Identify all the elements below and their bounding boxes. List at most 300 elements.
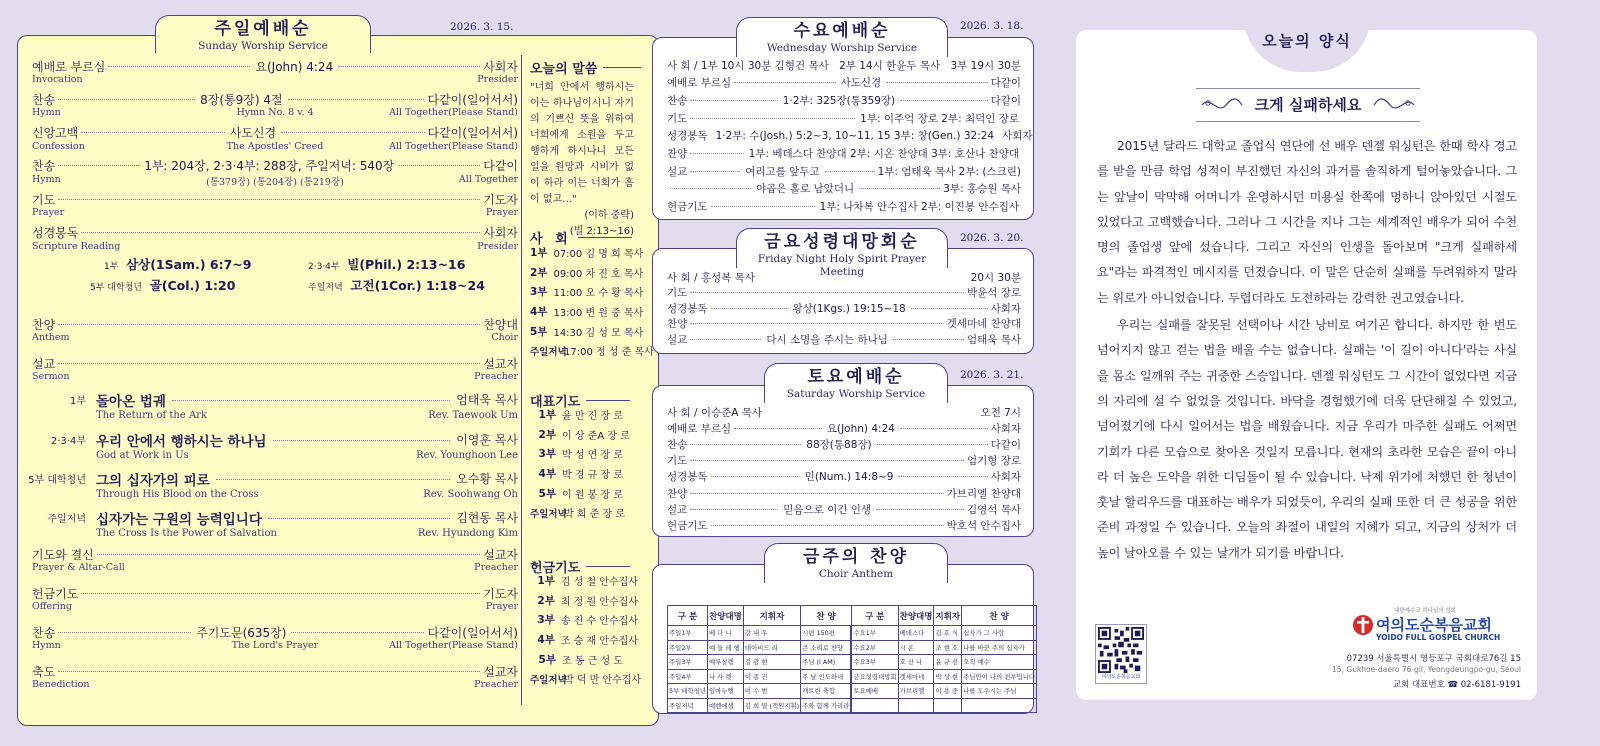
choir-cell: 캐트린 축합 xyxy=(801,684,852,699)
choir-cell: 예루살렘 xyxy=(707,655,743,670)
saturday-panel xyxy=(652,385,1034,537)
row-label: 예배로 부르심 xyxy=(667,422,732,435)
row-label: 기도 xyxy=(32,192,56,207)
row-middle: 요(John) 4:24 xyxy=(826,422,895,435)
list-item-name: 최 정 원 안수집사 xyxy=(560,596,638,608)
church-denomination: 대한예수교 하나님의 성회 xyxy=(1394,608,1456,614)
dotted-leader xyxy=(690,118,855,119)
list-item-service: 1부 xyxy=(530,247,548,260)
row-label: 설교 xyxy=(667,333,688,346)
choir-cell: 이 용 중 xyxy=(934,684,962,699)
row-right: 20시 30분 xyxy=(970,271,1021,284)
sermon-service: 2·3·4부 xyxy=(50,436,86,447)
list-item-service: 2부 xyxy=(537,594,555,607)
schedule-row xyxy=(667,454,1021,468)
row-right: 사회자 xyxy=(990,422,1022,435)
dotted-leader xyxy=(288,99,425,100)
row-label: 찬송 xyxy=(32,159,56,174)
row-label-english: Prayer & Altar-Call xyxy=(32,562,125,573)
list-item-service: 4부 xyxy=(537,634,555,647)
row-label: 찬양 xyxy=(667,487,688,500)
saturday-title-tab xyxy=(764,363,948,403)
choir-header-cell: 구 분 xyxy=(668,606,708,626)
daily-bread-title: 오늘의 양식 xyxy=(1262,32,1352,50)
dotted-leader xyxy=(58,165,139,166)
choir-header-cell: 찬양대명 xyxy=(707,606,743,626)
scripture-line-1: 1부 삼상(1Sam.) 6:7~9 xyxy=(104,257,252,272)
sermon-preacher-english: Rev. Soohwang Oh xyxy=(423,489,518,500)
list-item-name: 윤 만 진 장 로 xyxy=(562,411,624,423)
dotted-leader xyxy=(291,632,424,633)
dotted-leader xyxy=(690,323,943,324)
choir-cell: 김 희 열 (객원지휘) xyxy=(743,698,800,713)
sunday-row xyxy=(32,663,518,679)
list-item-service: 3부 xyxy=(538,448,556,461)
dotted-leader xyxy=(58,99,195,100)
schedule-row xyxy=(667,317,1021,331)
row-right: 박호석 안수집사 xyxy=(946,519,1021,532)
row-label: 헌금기도 xyxy=(667,519,708,532)
schedule-row xyxy=(667,182,1021,196)
prayer-heading: 대표기도 xyxy=(530,391,630,410)
choir-header-cell: 지휘자 xyxy=(934,606,962,626)
sunday-row-english xyxy=(32,74,518,85)
row-middle: 민(Num.) 14:8~9 xyxy=(804,471,894,484)
dotted-leader xyxy=(216,479,450,480)
row-middle: 여리고를 앞두고 xyxy=(745,165,820,178)
row-label: 찬양 xyxy=(667,148,688,160)
dotted-leader xyxy=(911,308,988,309)
row-middle: 주기도문(635장) xyxy=(196,625,287,640)
schedule-row xyxy=(667,286,1021,300)
choir-cell: 나를 바꾼 주의 십자가 xyxy=(962,640,1037,655)
row-right: 다같이 xyxy=(483,159,519,174)
schedule-row xyxy=(667,301,1021,315)
list-item xyxy=(530,282,644,302)
choir-row xyxy=(668,698,1037,713)
choir-table xyxy=(667,605,1037,713)
scripture-line-4: 주일저녁 고전(1Cor.) 1:18~24 xyxy=(308,278,485,293)
list-item-name: 박 덕 만 안수집사 xyxy=(564,675,642,687)
list-item-name: 조 승 재 안수집사 xyxy=(560,636,638,648)
list-item-name: 14:30 김 성 모 목사 xyxy=(553,327,644,339)
row-right: 김영석 목사 xyxy=(966,503,1021,516)
sunday-subtitle: Sunday Worship Service xyxy=(198,40,328,52)
choir-title-tab xyxy=(764,543,948,583)
list-item-service: 5부 xyxy=(530,325,548,338)
row-middle: 사도신경 xyxy=(840,77,882,90)
list-item-service: 3부 xyxy=(537,614,555,627)
list-item-service: 2부 xyxy=(538,428,556,441)
dotted-leader xyxy=(81,593,480,594)
list-item-name: 박 희 준 장 로 xyxy=(564,509,626,521)
choir-header-cell: 찬 양 xyxy=(801,606,852,626)
choir-cell: 주 날 인도하네 xyxy=(801,669,852,684)
row-middle: 1부: 나차복 안수집사 2부: 이진봉 안수집사 xyxy=(819,201,1019,214)
dotted-leader xyxy=(670,188,751,189)
sunday-row xyxy=(32,58,518,74)
row-label-english: Hymn xyxy=(32,640,61,651)
row-right-english: Prayer xyxy=(485,207,518,219)
row-label: 예배로 부르심 xyxy=(667,77,732,90)
list-item xyxy=(530,591,638,611)
dotted-leader xyxy=(97,554,480,555)
wednesday-date: 2026. 3. 18. xyxy=(960,20,1024,32)
row-right-english: Presider xyxy=(477,240,518,252)
choir-cell: 주일저녁 xyxy=(668,698,708,713)
row-label: 성경봉독 xyxy=(667,302,708,315)
choir-cell: 수요1부 xyxy=(851,626,898,641)
dotted-leader xyxy=(281,132,424,133)
row-label: 찬송 xyxy=(667,94,688,107)
sermon-service: 주일저녁 xyxy=(47,514,86,525)
row-label-english: Anthem xyxy=(32,332,70,343)
sermon-service: 5부 대학청년 xyxy=(28,475,86,486)
list-item-name: 조 동 근 성 도 xyxy=(562,655,624,667)
dotted-leader xyxy=(734,428,822,429)
dotted-leader xyxy=(690,493,943,494)
list-item xyxy=(530,302,644,322)
dotted-leader xyxy=(859,188,940,189)
choir-cell xyxy=(934,698,962,713)
dotted-leader xyxy=(893,339,964,340)
schedule-row xyxy=(667,164,1021,178)
saturday-subtitle: Saturday Worship Service xyxy=(786,388,926,400)
row-label: 찬양 xyxy=(32,317,56,332)
sermon-title-english: God at Work in Us xyxy=(96,450,189,461)
sunday-row xyxy=(32,624,518,640)
sunday-row-english xyxy=(32,679,518,690)
list-item xyxy=(530,630,638,650)
dotted-leader xyxy=(900,100,987,101)
list-item-name: 09:00 차 진 호 목사 xyxy=(553,268,644,280)
row-right: 기도자 xyxy=(483,586,518,601)
row-label-english: Confession xyxy=(32,140,85,152)
dotted-leader xyxy=(58,632,191,633)
row-right: 다같이(일어서서) xyxy=(427,625,518,640)
row-middle: 1부: 204장, 2·3·4부: 288장, 주일저녁: 540장 xyxy=(144,159,395,174)
choir-row xyxy=(668,626,1037,641)
row-label: 기도 xyxy=(667,287,688,299)
list-item-service: 주일저녁 xyxy=(530,508,567,520)
friday-title: 금요성령대망회순 xyxy=(764,232,920,252)
choir-header-cell: 구 분 xyxy=(851,606,898,626)
choir-cell: 주일3부 xyxy=(668,655,708,670)
dotted-leader xyxy=(711,476,800,477)
choir-cell: 김 호 식 xyxy=(934,626,962,641)
dotted-leader xyxy=(108,66,250,67)
list-item xyxy=(530,483,638,503)
sunday-row xyxy=(32,355,518,371)
choir-cell: 십자가 그 사랑 xyxy=(962,626,1037,641)
schedule-row xyxy=(667,58,1021,72)
dotted-leader xyxy=(886,82,987,83)
row-right: 다같이(일어서서) xyxy=(427,126,519,141)
choir-row xyxy=(668,684,1037,699)
sermon-entry xyxy=(32,508,518,544)
presider-heading: 사 회 xyxy=(530,228,632,247)
choir-cell: 토요예배 xyxy=(851,684,898,699)
schedule-row xyxy=(667,486,1021,500)
row-middle: 요(John) 4:24 xyxy=(255,59,334,74)
choir-cell: 나 사 렛 xyxy=(707,669,743,684)
list-item-name: 이 원 봉 장 로 xyxy=(562,489,624,501)
dotted-leader xyxy=(711,308,788,309)
friday-date: 2026. 3. 20. xyxy=(960,232,1024,244)
sunday-title-tab xyxy=(155,15,371,53)
schedule-row xyxy=(667,200,1021,214)
schedule-row xyxy=(667,111,1021,125)
row-label: 성경봉독 xyxy=(667,471,708,484)
dotted-leader xyxy=(58,199,480,200)
qr-caption: 여의도순복음교회 xyxy=(1101,674,1141,680)
row-middle-english: Hymn No. 8 v. 4 xyxy=(236,107,314,119)
row-right-english: Preacher xyxy=(474,679,518,690)
row-label: 설교 xyxy=(667,503,688,516)
dotted-leader xyxy=(711,206,815,207)
list-item xyxy=(530,243,644,263)
list-item-service: 5부 xyxy=(538,653,556,666)
row-label: 찬송 xyxy=(32,625,56,640)
list-item-service: 4부 xyxy=(530,306,548,319)
choir-cell: 금요성령대망회 xyxy=(851,669,898,684)
row-right: 사회자 xyxy=(990,471,1022,484)
today-word xyxy=(530,80,634,240)
sermon-title: 그의 십자가의 피로 xyxy=(96,473,210,489)
sunday-row-english xyxy=(32,141,518,152)
list-item xyxy=(530,464,638,484)
sermon-title-english: Through His Blood on the Cross xyxy=(96,489,259,500)
schedule-row xyxy=(667,518,1021,532)
saturday-date: 2026. 3. 21. xyxy=(960,369,1024,381)
row-middle-english: The Lord's Prayer xyxy=(231,640,319,651)
row-right-english: All Together(Please Stand) xyxy=(389,107,518,119)
list-item-service: 주일저녁 xyxy=(530,346,567,358)
choir-row xyxy=(668,640,1037,655)
offering-list xyxy=(530,571,642,689)
schedule-row xyxy=(667,437,1021,451)
list-item-name: 11:00 오 수 황 목사 xyxy=(553,288,644,300)
choir-header-cell: 찬 양 xyxy=(962,606,1037,626)
row-label-english: Scripture Reading xyxy=(32,240,121,252)
choir-cell: 데이비드 리 xyxy=(743,640,800,655)
row-right: 사회자 xyxy=(483,59,518,74)
row-middle-english: The Apostles' Creed xyxy=(226,140,324,152)
qr-code[interactable] xyxy=(1095,624,1147,684)
choir-cell: 가브리엘 xyxy=(898,684,934,699)
schedule-row xyxy=(667,93,1021,107)
choir-cell: 주일1부 xyxy=(668,626,708,641)
row-right: 다같이 xyxy=(990,94,1021,107)
list-item-service: 2부 xyxy=(530,266,548,279)
row-right-english: Choir xyxy=(491,332,518,343)
list-item xyxy=(530,503,638,523)
sermon-entry xyxy=(32,390,518,426)
row-label: 설교 xyxy=(32,356,56,371)
row-middle: 1·2부: 325장(통359장) xyxy=(782,94,896,107)
list-item xyxy=(530,571,638,591)
list-item-name: 17:00 정 성 준 목사 xyxy=(564,347,654,359)
choir-cell: 김 광 현 xyxy=(743,655,800,670)
sunday-title: 주일예배순 xyxy=(214,19,312,39)
dotted-leader xyxy=(58,363,480,364)
row-label-english: Sermon xyxy=(32,371,70,382)
row-right-english: Presider xyxy=(477,74,518,85)
list-item-service: 3부 xyxy=(530,286,548,299)
dotted-leader xyxy=(690,444,801,445)
choir-cell: 오직 예수 xyxy=(962,655,1037,670)
sunday-row-english xyxy=(32,601,518,612)
choir-cell: 베데스다 xyxy=(898,626,934,641)
dotted-leader xyxy=(338,66,480,67)
row-right-english: All Together xyxy=(458,173,518,185)
row-right: 오전 7시 xyxy=(980,406,1021,419)
row-middle: 2부 14시 한윤두 목사 xyxy=(839,59,941,72)
today-word-source: (이하 중략) xyxy=(584,210,634,221)
sunday-row xyxy=(32,191,518,207)
dotted-leader xyxy=(825,171,875,172)
wednesday-panel xyxy=(652,37,1034,220)
row-middle: 다시 소명을 주시는 하나님 xyxy=(766,333,888,346)
choir-row xyxy=(668,669,1037,684)
list-item-service: 1부 xyxy=(537,575,555,588)
choir-cell: 주일2부 xyxy=(668,640,708,655)
row-label: 기도 xyxy=(667,455,688,468)
row-right: 사회자 xyxy=(1002,130,1033,143)
dotted-leader xyxy=(690,460,964,461)
sunday-row-english xyxy=(32,107,518,118)
choir-cell: 나를 도우시는 주님 xyxy=(962,684,1037,699)
choir-cell: 윤 규 선 xyxy=(934,655,962,670)
list-item xyxy=(530,321,644,341)
dotted-leader xyxy=(690,100,777,101)
dotted-leader xyxy=(690,171,740,172)
church-phone: 교회 대표번호 ☎ 02-6181-9191 xyxy=(1392,680,1521,690)
choir-panel xyxy=(652,564,1034,714)
list-item-service: 5부 xyxy=(538,487,556,500)
sunday-date: 2026. 3. 15. xyxy=(450,21,514,33)
sunday-row-english xyxy=(32,241,518,252)
today-word-heading: 오늘의 말씀 xyxy=(530,58,641,77)
sermon-title-english: The Return of the Ark xyxy=(96,410,208,421)
devotion-paragraph-2: 우리는 실패를 잘못된 선택이나 시간 낭비로 여기곤 합니다. 하지만 한 번도 넘어지지 않고 걷는 법을 배울 수는 없습니다. 실패는 '이 길이 아니다'라는 사실을 몸소 일깨워 주는 귀중한 스승입니다. 덴젤 워싱턴도 그 시간이 없었다면 지금의 자리에 설 수 없었을 것입니다. 바닥을 경험했기에 더욱 단단해질 수 있었고, 넘어졌기에 다시 일어서는 법을 배웠습니다. 지금 우리가 마주한 실패도 어쩌면 기회가 다른 모습으로 찾아온 것일지 모릅니다. 현재의 초라한 모습은 끝이 아니라 더 높은 도약을 위한 디딤돌이 될 수 있습니다. 낙제 위기에 처했던 한 청년이 훗날 할리우드를 대표하는 배우가 되었듯이, 우리의 실패 또한 더 큰 성공을 위한 준비 과정일 수 있습니다. 오늘의 좌절이 내일의 지혜가 되고, 지금의 상처가 더 높이 날아오를 수 있는 날개가 되기를 바랍니다. xyxy=(1097,318,1517,560)
wednesday-title-tab xyxy=(736,17,948,57)
schedule-row xyxy=(667,502,1021,516)
choir-cell: 주와 함께 가리라 xyxy=(801,698,852,713)
row-label: 성경봉독 xyxy=(667,130,708,143)
list-item-name: 07:00 김 명 희 목사 xyxy=(553,249,644,261)
row-label-english: Hymn xyxy=(32,173,61,185)
row-right: 박윤석 장로 xyxy=(966,287,1021,299)
choir-cell: 겟세마네 xyxy=(898,669,934,684)
schedule-row xyxy=(667,76,1021,90)
row-label: 찬양 xyxy=(667,318,688,330)
sunday-row-english xyxy=(32,173,518,188)
row-label: 찬송 xyxy=(667,438,688,451)
choir-cell: 박 상 현 xyxy=(934,669,962,684)
dotted-leader xyxy=(58,671,480,672)
choir-cell: 임마누엘 xyxy=(707,684,743,699)
choir-subtitle: Choir Anthem xyxy=(818,568,894,580)
choir-cell: 큰 소리로 찬양 xyxy=(801,640,852,655)
choir-header-cell: 찬양대명 xyxy=(898,606,934,626)
row-label: 설교 xyxy=(667,165,688,178)
sermon-service: 1부 xyxy=(69,396,86,407)
choir-cell: 수요2부 xyxy=(851,640,898,655)
list-item xyxy=(530,341,654,361)
row-middle: 1·2부: 수(Josh.) 5:2~3, 10~11, 15 3부: 창(Gen.) 32:24 xyxy=(715,130,995,143)
bottom-notch xyxy=(1275,718,1339,746)
dotted-leader xyxy=(876,509,964,510)
row-right-english: All Together(Please Stand) xyxy=(389,140,518,152)
friday-subtitle: Friday Night Holy Spirit Prayer Meeting xyxy=(757,253,927,278)
sunday-row-english xyxy=(32,562,518,573)
choir-cell xyxy=(851,698,898,713)
sunday-row xyxy=(32,158,518,174)
row-right: 찬양대 xyxy=(483,317,518,332)
schedule-row xyxy=(667,405,1021,419)
dotted-leader xyxy=(81,132,224,133)
dotted-leader xyxy=(711,525,944,526)
list-item xyxy=(530,405,638,425)
sermon-title: 십자가는 구원의 능력입니다 xyxy=(96,512,262,528)
sunday-row-english xyxy=(32,371,518,382)
row-middle-english: (통379장) (통204장) (통219장) xyxy=(206,176,344,188)
devotion-heading xyxy=(1196,88,1420,122)
sunday-row xyxy=(32,546,518,562)
wednesday-title: 수요예배순 xyxy=(793,21,891,41)
sermon-preacher-english: Rev. Hyundong Kim xyxy=(417,528,518,539)
dotted-leader xyxy=(268,518,450,519)
prayer-list xyxy=(530,405,638,523)
row-middle: 야곱은 홀로 남았더니 xyxy=(756,183,855,196)
row-right: 겟세마네 찬양대 xyxy=(946,318,1021,330)
list-item-name: 13:00 변 원 중 목사 xyxy=(553,308,644,320)
offering-heading: 헌금기도 xyxy=(530,557,630,576)
list-item-name: 이 상 준A 장 로 xyxy=(562,430,630,442)
church-name-english: YOIDO FULL GOSPEL CHURCH xyxy=(1376,633,1501,642)
schedule-row xyxy=(667,470,1021,484)
sunday-row-english xyxy=(32,640,518,651)
schedule-row xyxy=(667,332,1021,346)
list-item xyxy=(530,669,642,689)
row-right: 3부 19시 30분 xyxy=(950,59,1021,72)
sermon-preacher-english: Rev. Younghoon Lee xyxy=(416,450,518,461)
sermon-title-english: The Cross Is the Power of Salvation xyxy=(96,528,277,539)
sunday-row xyxy=(32,585,518,601)
row-right-english: All Together(Please Stand) xyxy=(389,640,518,651)
row-label-english: Hymn xyxy=(32,107,61,119)
choir-cell: 베 다 니 xyxy=(707,626,743,641)
sermon-preacher: 김현동 목사 xyxy=(456,511,518,525)
row-label-english: Prayer xyxy=(32,207,65,219)
choir-cell xyxy=(898,698,934,713)
row-middle: 8장(통9장) 4절 xyxy=(200,92,283,107)
row-right: 엄태욱 목사 xyxy=(966,333,1022,346)
list-item-service: 1부 xyxy=(538,409,556,422)
devotion-title: 크게 실패하세요 xyxy=(1254,96,1362,114)
choir-header-cell: 지휘자 xyxy=(743,606,800,626)
choir-cell: 강 내 우 xyxy=(743,626,800,641)
choir-cell: 예벤에셀 xyxy=(707,698,743,713)
row-middle: 1부: 이주억 장로 2부: 최덕인 장로 xyxy=(860,112,1019,125)
list-item xyxy=(530,425,638,445)
row-middle: 믿음으로 이긴 인생 xyxy=(783,503,872,516)
list-item-name: 송 진 수 안수집사 xyxy=(560,616,638,628)
sermon-preacher: 이영훈 목사 xyxy=(456,433,518,447)
dotted-leader xyxy=(81,232,480,233)
today-word-ref: (빌 2:13~16) xyxy=(569,226,634,237)
